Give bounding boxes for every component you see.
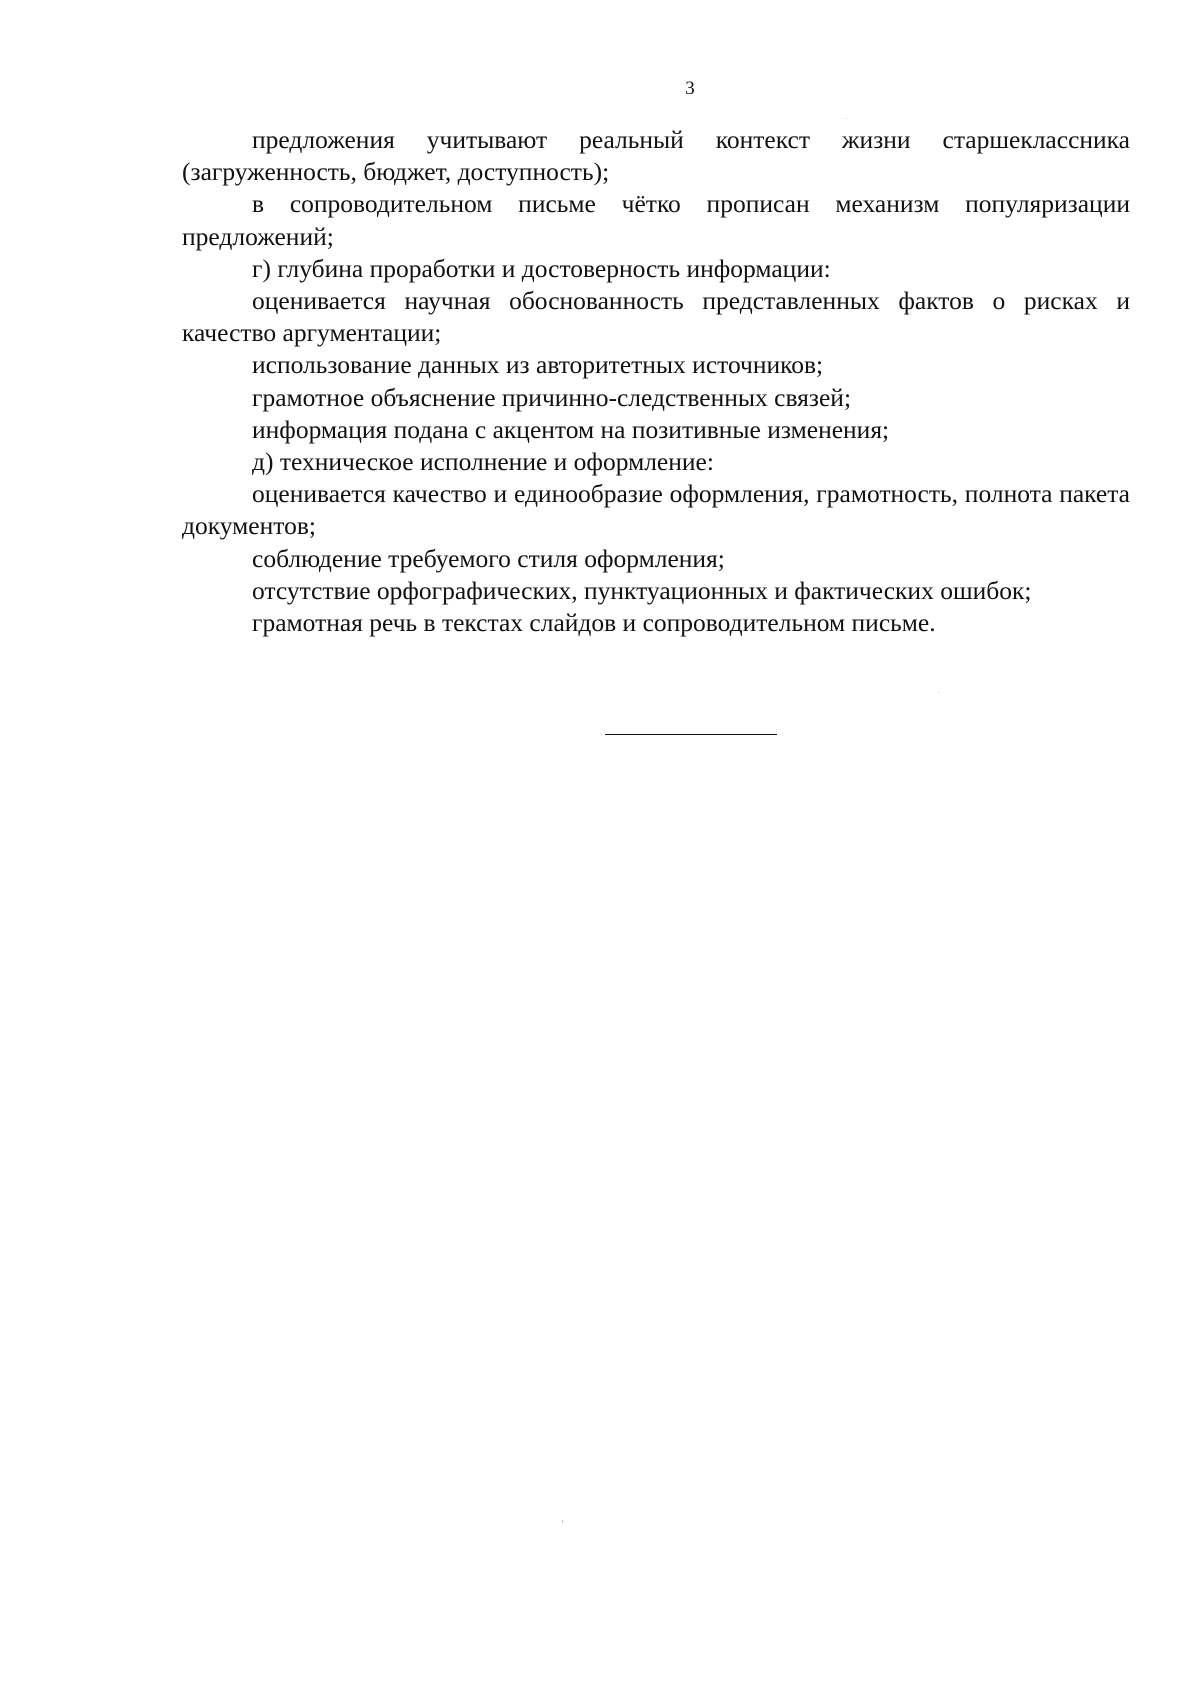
paragraph-no-errors: отсутствие орфографических, пунктуационных и фактических ошибок; — [252, 575, 1032, 605]
end-of-text-rule — [605, 734, 777, 735]
paragraph-heading-d: д) техническое исполнение и оформление: — [252, 447, 714, 477]
page-number: 3 — [685, 78, 695, 99]
paragraph-literate-speech: грамотная речь в текстах слайдов и сопроводительном письме. — [252, 608, 936, 638]
scan-speck — [846, 118, 847, 119]
paragraph-design-quality: оценивается качество и единообразие оформления, грамотность, полнота пакета документов; — [182, 479, 1130, 541]
paragraph-positive-changes: информация подана с акцентом на позитивные изменения; — [252, 414, 890, 444]
paragraph-scientific-validity: оценивается научная обоснованность представленных фактов о рисках и качество аргументации; — [182, 286, 1130, 348]
paragraph-popularization: в сопроводительном письме чётко прописан механизм популяризации предложений; — [182, 189, 1130, 251]
scan-speck — [938, 692, 939, 693]
paragraph-authoritative-sources: использование данных из авторитетных источников; — [252, 350, 824, 380]
paragraph-heading-g: г) глубина проработки и достоверность информации: — [252, 253, 831, 283]
paragraph-style-compliance: соблюдение требуемого стиля оформления; — [252, 543, 725, 573]
document-body — [182, 124, 1130, 639]
paragraph-criteria-context: предложения учитывают реальный контекст жизни старшеклассника (загруженность, бюджет, доступность); — [182, 125, 1130, 187]
scan-speck — [562, 1520, 563, 1523]
paragraph-causal-links: грамотное объяснение причинно-следственных связей; — [252, 382, 852, 412]
